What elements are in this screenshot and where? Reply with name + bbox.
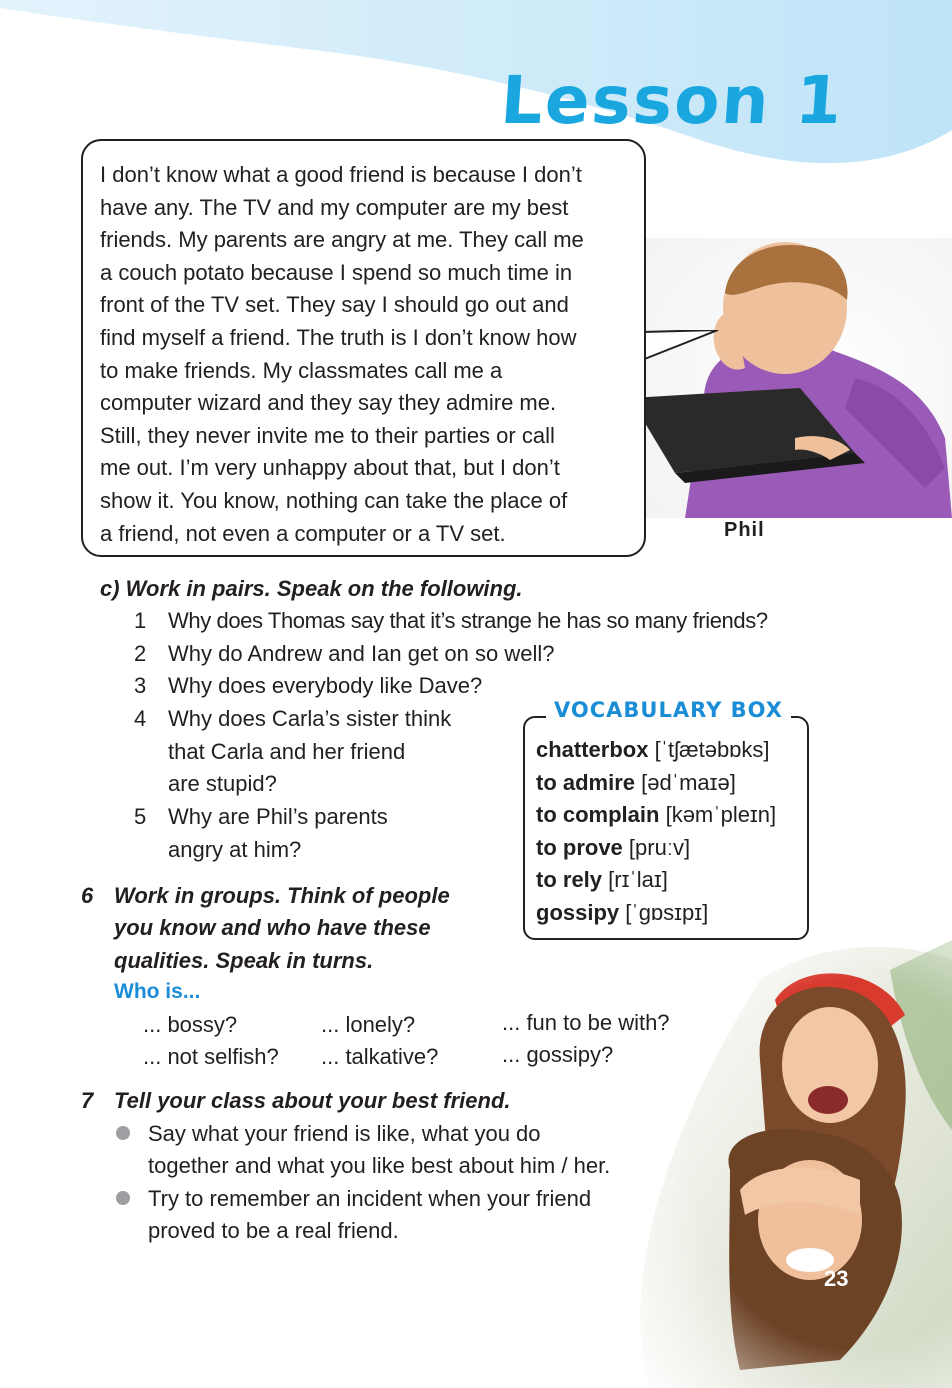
speech-line: me out. I’m very unhappy about that, but I don’t	[100, 455, 560, 481]
question-text: angry at him?	[168, 836, 302, 862]
vocab-item	[536, 734, 807, 767]
photo-caption: Phil	[724, 519, 765, 541]
quality-item: ... fun to be with?	[502, 1010, 670, 1035]
vocab-item	[536, 897, 807, 930]
question-text: Why does everybody like Dave?	[168, 673, 483, 698]
vocabulary-box-title: VOCABULARY BOX	[546, 698, 791, 722]
speech-line: front of the TV set. They say I should go out and	[100, 292, 569, 318]
question-number: 3	[134, 673, 147, 698]
speech-line: a couch potato because I spend so much time in	[100, 259, 573, 285]
question-text: Why does Thomas say that it’s strange he has so many friends?	[168, 608, 768, 633]
speech-bubble	[81, 139, 646, 557]
speech-line: have any. The TV and my computer are my best	[100, 194, 569, 220]
vocab-ipa: [ˈtʃætəbɒks]	[654, 737, 770, 762]
exercise-6-heading: Work in groups. Think of people	[114, 883, 450, 908]
speech-line: find myself a friend. The truth is I don’t know how	[100, 324, 577, 350]
question-number: 5	[134, 804, 147, 829]
vocab-ipa: [rɪˈlaɪ]	[608, 867, 668, 893]
vocab-item	[536, 767, 807, 800]
question-text: Why do Andrew and Ian get on so well?	[168, 641, 555, 666]
bullet-text: together and what you like best about him / her.	[148, 1153, 611, 1178]
quality-item: ... not selfish?	[143, 1044, 279, 1069]
vocab-item	[536, 799, 807, 832]
speech-line: Still, they never invite me to their parties or call	[100, 422, 555, 448]
vocab-item	[536, 864, 807, 897]
friends-photo	[560, 940, 952, 1388]
quality-item: ... talkative?	[321, 1044, 439, 1069]
question-number: 1	[134, 608, 147, 633]
exercise-7-number: 7	[81, 1088, 94, 1113]
vocab-word: to rely	[536, 867, 603, 893]
exercise-6-heading: you know and who have these	[114, 915, 431, 940]
vocab-word: to prove	[536, 834, 623, 860]
vocab-word: to complain	[536, 802, 660, 828]
vocab-ipa: [pruːv]	[628, 834, 691, 860]
speech-line: a friend, not even a computer or a TV set.	[100, 520, 506, 546]
exercise-6-number: 6	[81, 883, 94, 908]
question-text: that Carla and her friend	[168, 738, 406, 764]
quality-item: ... lonely?	[321, 1012, 416, 1037]
speech-line: computer wizard and they say they admire me.	[100, 390, 557, 416]
vocab-ipa: [ˈɡɒsɪpɪ]	[625, 899, 709, 925]
speech-line: I don’t know what a good friend is because I don’t	[100, 162, 582, 187]
vocab-word: gossipy	[536, 899, 620, 925]
exercise-7-heading: Tell your class about your best friend.	[114, 1088, 511, 1113]
vocab-ipa: [kəmˈpleɪn]	[665, 802, 777, 828]
bullet-text: proved to be a real friend.	[148, 1218, 399, 1243]
bullet-text: Say what your friend is like, what you do	[148, 1121, 541, 1146]
question-number: 2	[134, 641, 147, 666]
vocab-word: to admire	[536, 769, 636, 795]
vocab-word: chatterbox	[536, 737, 649, 762]
lesson-title: Lesson 1	[498, 62, 847, 139]
vocab-ipa: [ədˈmaɪə]	[641, 769, 736, 795]
page-number: 23	[824, 1266, 849, 1291]
bullet-dot	[116, 1126, 130, 1140]
exercise-6-heading: qualities. Speak in turns.	[114, 948, 374, 973]
bullet-dot	[116, 1191, 130, 1205]
vocabulary-box	[523, 716, 809, 940]
speech-line: to make friends. My classmates call me a	[100, 357, 503, 383]
question-text: Why are Phil’s parents	[168, 804, 388, 829]
bullet-text: Try to remember an incident when your friend	[148, 1186, 592, 1211]
question-text: Why does Carla’s sister think	[168, 706, 452, 731]
question-number: 4	[134, 706, 147, 731]
vocab-item	[536, 832, 807, 865]
speech-line: friends. My parents are angry at me. They call me	[100, 227, 584, 253]
who-is-prompt: Who is...	[114, 980, 201, 1003]
speech-line: show it. You know, nothing can take the place of	[100, 487, 568, 513]
quality-item: ... gossipy?	[502, 1042, 614, 1067]
exercise-c-heading: c) Work in pairs. Speak on the following.	[100, 576, 523, 601]
quality-item: ... bossy?	[143, 1012, 238, 1037]
question-text: are stupid?	[168, 771, 277, 796]
speech-bubble-tail	[640, 330, 720, 380]
